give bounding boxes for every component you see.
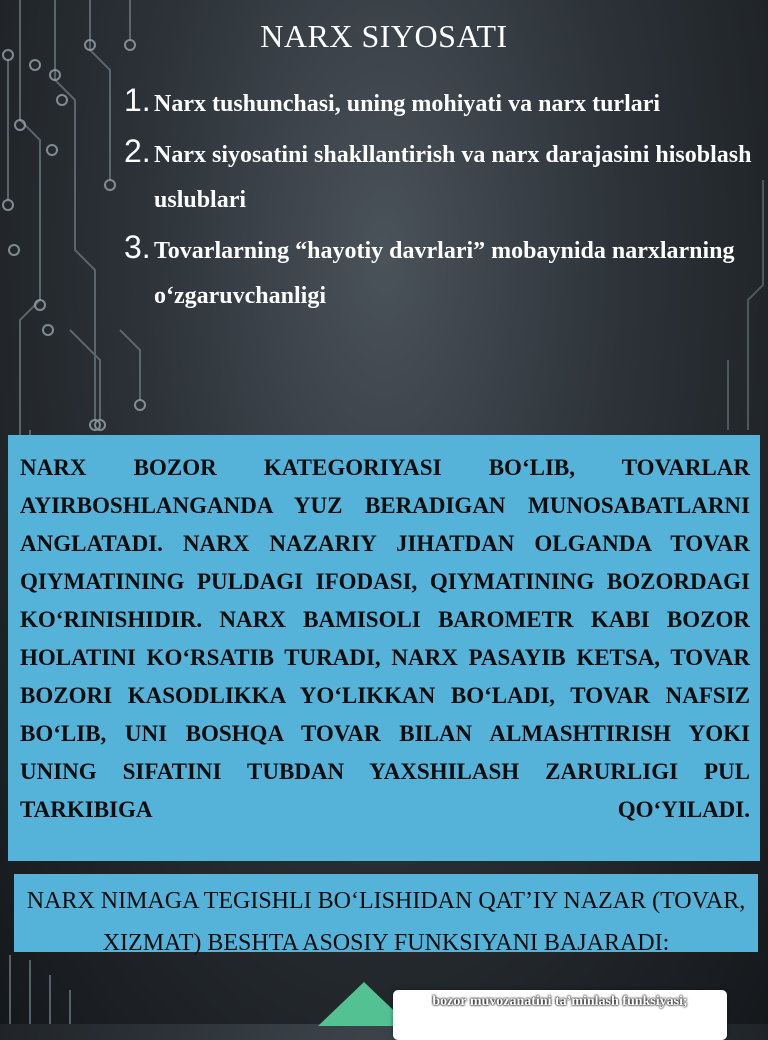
agenda-list [120, 82, 760, 325]
definition-text: NARX BOZOR KATEGORIYASI BO‘LIB, TOVARLAR AYIRBOSHLANGANDA YUZ BERADIGAN MUNOSABATLARNI ANGLATADI. NARX NAZARIY JIHATDAN OLGANDA TOVAR QIYMATINING PULDAGI IFODASI, QIYMATINING BOZORDAGI KO‘RINISHIDIR. NARX BAMISOLI BAROMETR KABI BOZOR HOLATINI KO‘RSATIB TURADI, NARX PASAYIB KETSA, TOVAR BOZORI KASODLIKKA YO‘LIKKAN BO‘LADI, TOVAR NAFSIZ BO‘LIB, UNI BOSHQA TOVAR BILAN ALMASHTIRISH YOKI UNING SIFATINI TUBDAN YAXSHILASH ZARURLIGI PUL TARKIBIGA QO‘YILADI. [20, 455, 750, 822]
agenda-number: 3. [124, 229, 151, 265]
agenda-item [120, 82, 760, 127]
functions-heading: NARX NIMAGA TEGISHLI BO‘LISHIDAN QAT’IY NAZAR (TOVAR, XIZMAT) BESHTA ASOSIY FUNKSIYANI BAJARADI: [26, 888, 746, 956]
agenda-text: Tovarlarning “hayotiy davrlari” mobaynida narxlarning o‘zgaruvchanligi [154, 238, 735, 309]
agenda-text: Narx tushunchasi, uning mohiyati va narx turlari [154, 91, 661, 117]
agenda-number: 2. [124, 133, 151, 169]
definition-box [8, 435, 760, 861]
agenda-number: 1. [124, 82, 151, 118]
agenda-item [120, 133, 760, 223]
agenda-text: Narx siyosatini shakllantirish va narx darajasini hisoblash uslublari [154, 142, 752, 213]
agenda-item [120, 229, 760, 319]
page-title: NARX SIYOSATI [260, 18, 508, 54]
function-card-text: bozor muvozanatini ta’minlash funksiyasi; [432, 994, 688, 1009]
